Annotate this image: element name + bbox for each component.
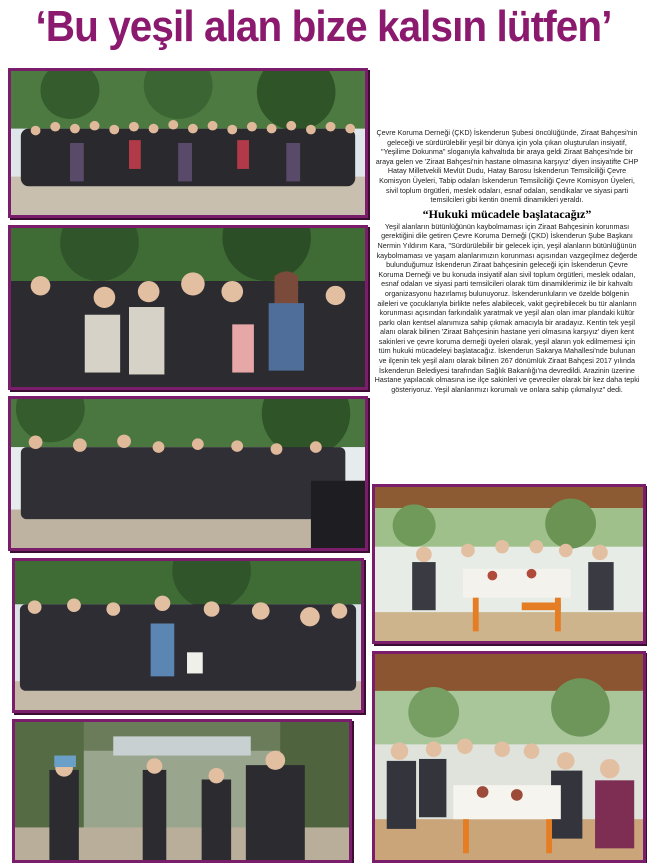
crowd-photo-5-image <box>15 722 349 860</box>
article-intro: Çevre Koruma Derneği (ÇKD) İskenderun Şubesi öncülüğünde, Ziraat Bahçesi'nin geleceği ve sürdürülebilir yeşil bir dünya için yola çıkan oluşturulan insiyatif, "Yeşilime Dokunma" sloganıyla kahvaltıda bir araya geldi Ziraat Bahçesi'nde bir araya gelen ve 'Ziraat Bahçesi'nin hastane olmasına karşıyız' diyen insiyatifte CHP Hatay Milletvekili Mevlüt Dudu, Hatay Barosu İskenderun Temsilciliği Çevre Komisyon Üyeleri, Tabip odaları İskenderun Temsilciliği Çevre Komisyon Üyeleri, sivil toplum örgütleri, meslek odaları, esnaf odaları, sendikalar ve siyasi parti temsilcileri gibi kentin önemli dinamikleri yeraldı. <box>375 128 639 205</box>
headline: ‘Bu yeşil alan bize kalsın lütfen’ <box>35 2 612 51</box>
photo-crowd-3 <box>8 396 368 551</box>
article-body: Yeşil alanların bütünlüğünün kaybolmaması için Ziraat Bahçesinin korunması gerektiğini dile getiren Çevre Koruma Derneği (ÇKD) İskenderun Şube Başkanı Nermin Yıldırım Kara, "Sürdürülebilir bir gelecek için, yeşil alanların bütünlüğünün kaybolmaması ve yaşam alanlarımızın korunması açısından vazgeçilmez değerde bulunduğumuz İskenderun Ziraat bahçesinin geleceği için İskenderun Çevre Koruma Derneği ve bu konuda insiyatif alan sivil toplum örgütleri, meslek odaları, esnaf odaları ve siyasi parti temsilcileri olarak tüm dinamiklerimiz ile bir kahvaltı organizasyonu hazırlamış bulunuyoruz. İskenderunluların ve özelde bölgenin aileleri ve çocuklarıyla birlikte nefes alabilecek, vakit geçirebilecek bu tür alanların korunması açısından farkındalık yaratmak ve yeşil alan olan imar plandaki kültür parkı olan kentsel alanımıza sahip çıkmak amacıyla bir aradayız. Kentin tek yeşil alanı olarak bilinen 'Ziraat Bahçesinin hastane yeri olmasına karşıyız' diyen kent sakinleri ve çevre koruma derneği üyeleri olarak, yeşil alanın yok edilmemesi için tüm hukuki mücadeleyi başlatacağız. İskenderun Sakarya Mahallesi'nde bulunan ve ilçenin tek yeşil alanı olarak bilinen 267 dönümlük Ziraat Bahçesi 2017 yılında İskenderun Belediyesi tarafından Sağlık Bakanlığı'na devredildi. Arazinin üzerine Hastane yapılacak olmasına ise ilçe sakinleri ve çevreciler olarak bir kez daha tepki gösteriyoruz. Yeşil alanlarımızı korumalı ve onlara sahip çıkmalıyız" dedi. <box>374 221 640 394</box>
photo-breakfast-2 <box>372 651 646 863</box>
crowd-photo-1-image <box>11 71 365 215</box>
crowd-photo-2-image <box>11 228 365 387</box>
breakfast-photo-1-image <box>375 487 643 641</box>
photo-crowd-5 <box>12 719 352 863</box>
article <box>374 128 640 396</box>
photo-crowd-1 <box>8 68 368 218</box>
crowd-photo-3-image <box>11 399 365 548</box>
article-subhead: “Hukuki mücadele başlatacağız” <box>422 206 592 221</box>
crowd-photo-4-image <box>15 561 361 710</box>
breakfast-photo-2-image <box>375 654 643 860</box>
photo-breakfast-1 <box>372 484 646 644</box>
photo-crowd-2 <box>8 225 368 390</box>
photo-crowd-4 <box>12 558 364 713</box>
